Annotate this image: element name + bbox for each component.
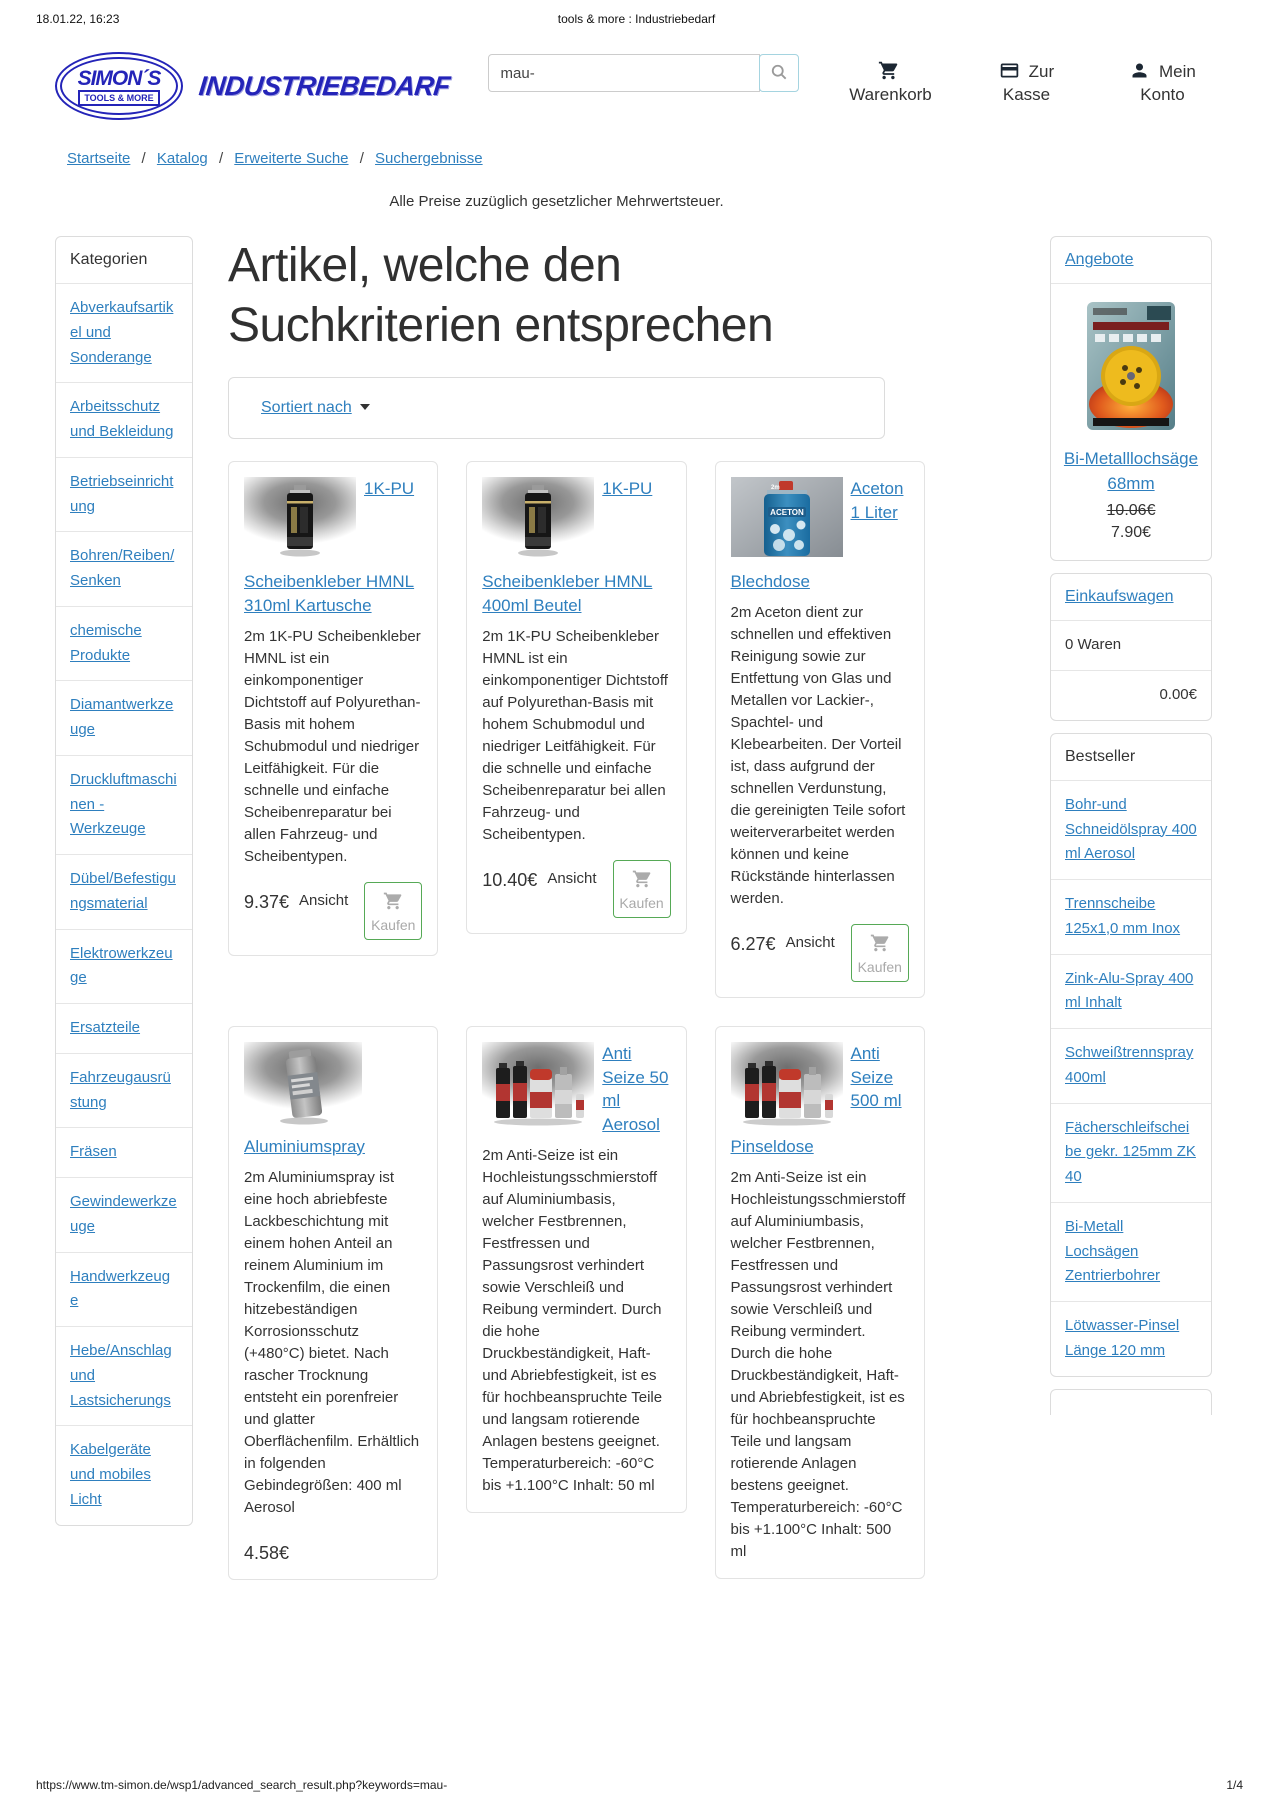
product-card-scheibenkleber-400ml — [466, 461, 686, 934]
buy-button[interactable] — [364, 882, 422, 940]
breadcrumb-suchergebnisse[interactable]: Suchergebnisse — [375, 150, 483, 167]
breadcrumb-katalog[interactable]: Katalog — [156, 150, 208, 167]
sort-panel — [228, 377, 885, 439]
nav-account-label: Mein Konto — [1140, 62, 1196, 104]
cart-panel-title-link[interactable]: Einkaufswagen — [1065, 588, 1174, 606]
content — [0, 210, 1273, 1580]
product-title-link[interactable]: Aluminiumspray — [244, 1136, 365, 1156]
product-description: 2m 1K-PU Scheibenkleber HMNL ist ein einkomponentiger Dichtstoff auf Polyurethan-Basis mit hohem Schubmodul und niedriger Leitfähigkeit. Für die schnelle und einfache Scheibenreparatur bei allen Fahrzeug- und Scheibentypen. — [244, 627, 421, 865]
logo-subtext: TOOLS & MORE — [78, 90, 159, 106]
offers-title-link[interactable]: Angebote — [1065, 251, 1134, 268]
search-button[interactable] — [759, 54, 799, 92]
bestseller-item[interactable]: Bi-Metall Lochsägen Zentrierbohrer — [1051, 1202, 1211, 1301]
product-card-aluminiumspray — [228, 1026, 438, 1580]
offers-panel — [1050, 236, 1212, 561]
product-title-link[interactable]: Pinseldose — [730, 1136, 814, 1156]
categories-sidebar — [55, 236, 193, 1526]
product-card-scheibenkleber-310ml — [228, 461, 438, 956]
product-card-anti-seize-500ml — [715, 1026, 925, 1579]
product-image-aluspray[interactable] — [244, 1042, 362, 1127]
product-image-antiseize[interactable] — [482, 1042, 594, 1127]
page-body — [0, 26, 1273, 1582]
sidebar-item-druckluftmaschinen[interactable]: Druckluftmaschinen - Werkzeuge — [56, 755, 192, 854]
buy-button[interactable] — [851, 924, 909, 982]
product-link-side[interactable]: Aceton 1 Liter — [850, 479, 904, 522]
sidebar-item-bohren[interactable]: Bohren/Reiben/Senken — [56, 531, 192, 606]
search-area — [488, 54, 799, 92]
sidebar-item-chemische-produkte[interactable]: chemische Produkte — [56, 606, 192, 681]
product-image-cartridge[interactable] — [244, 477, 356, 562]
sidebar-item-hebe-anschlag[interactable]: Hebe/Anschlag und Lastsicherungs — [56, 1326, 192, 1425]
logo-oval — [55, 52, 183, 120]
sidebar-item-gewindewerkzeuge[interactable]: Gewindewerkzeuge — [56, 1177, 192, 1252]
product-card-aceton — [715, 461, 925, 998]
sidebar-item-diamantwerkzeuge[interactable]: Diamantwerkzeuge — [56, 680, 192, 755]
bestseller-item[interactable]: Bohr-und Schneidölspray 400 ml Aerosol — [1051, 780, 1211, 879]
print-page-number: 1/4 — [1226, 1778, 1243, 1792]
print-url: https://www.tm-simon.de/wsp1/advanced_search_result.php?keywords=mau- — [36, 1778, 448, 1792]
vat-notice: Alle Preise zuzüglich gesetzlicher Mehrwertsteuer. — [389, 193, 724, 210]
sidebar-item-elektrowerkzeuge[interactable]: Elektrowerkzeuge — [56, 929, 192, 1004]
search-input[interactable] — [488, 54, 760, 92]
results-main — [228, 236, 906, 1580]
cart-icon — [632, 869, 652, 892]
sidebar-item-abverkaufsartikel[interactable]: Abverkaufsartikel und Sonderange — [56, 283, 192, 382]
right-sidebar — [1050, 236, 1212, 1415]
sidebar-item-arbeitsschutz[interactable]: Arbeitsschutz und Bekleidung — [56, 382, 192, 457]
chevron-down-icon — [360, 404, 370, 410]
sort-dropdown[interactable]: Sortiert nach — [261, 399, 352, 417]
buy-button[interactable] — [613, 860, 671, 918]
product-link-side[interactable]: 1K-PU — [602, 479, 653, 499]
product-description: 2m Anti-Seize ist ein Hochleistungsschmierstoff auf Aluminiumbasis, welcher Festbrennen, Festfressen und Passungsrost verhindert sowie Verschleiß und Reibung vermindert. Durch die hohe Druckbeständigkeit, Haft- und Abriebfestigkeit, ist es für hochbeanspruchte Teile und langsam rotierende Anlagen bestens geeignet. Temperaturbereich: -60°C bis +1.100°C Inhalt: 500 ml — [730, 1168, 906, 1560]
cart-icon — [383, 891, 403, 914]
bestseller-item[interactable]: Zink-Alu-Spray 400 ml Inhalt — [1051, 954, 1211, 1029]
product-description: 2m Aceton dient zur schnellen und effektiven Reinigung sowie zur Entfettung von Glas und Metallen vor Lackier-, Spachtel- und Klebearbeiten. Der Vorteil ist, dass aufgrund der schnellen Verdunstung, die gereinigten Teile sofort weiterverarbeitet werden können und keine Rückstände hinterlassen werden. — [730, 603, 906, 907]
sidebar-item-fahrzeugausruestung[interactable]: Fahrzeugausrüstung — [56, 1053, 192, 1128]
view-button[interactable]: Ansicht — [289, 882, 358, 919]
cart-icon — [870, 933, 890, 956]
sidebar-item-duebel[interactable]: Dübel/Befestigungsmaterial — [56, 854, 192, 929]
product-image-antiseize[interactable] — [731, 1042, 843, 1127]
product-price: 6.27€ — [730, 933, 776, 954]
site-logo[interactable] — [55, 52, 450, 120]
header-nav — [845, 60, 1209, 107]
nav-checkout-label: Zur Kasse — [1002, 62, 1055, 104]
sidebar-item-ersatzteile[interactable]: Ersatzteile — [56, 1003, 192, 1053]
product-description: 2m 1K-PU Scheibenkleber HMNL ist ein einkomponentiger Dichtstoff auf Polyurethan-Basis mit hohem Schubmodul und niedriger Leitfähigkeit. Für die schnelle und einfache Scheibenreparatur bei allen Fahrzeug- und Scheibentypen. — [482, 627, 668, 843]
site-header — [0, 26, 1273, 120]
bestseller-panel — [1050, 733, 1212, 1377]
categories-title: Kategorien — [70, 251, 148, 268]
cart-panel — [1050, 573, 1212, 721]
print-footer — [36, 1778, 1243, 1792]
cart-total: 0.00€ — [1051, 670, 1211, 720]
breadcrumb: Startseite / Katalog / Erweiterte Suche / Suchergebnisse — [67, 150, 483, 167]
product-description: 2m Anti-Seize ist ein Hochleistungsschmierstoff auf Aluminiumbasis, welcher Festbrennen, Festfressen und Passungsrost verhindert sowie Verschleiß und Reibung vermindert. Durch die hohe Druckbeständigkeit, Haft- und Abriebfestigkeit, ist es für hochbeanspruchte Teile und langsam rotierende Anlagen bestens geeignet. Temperaturbereich: -60°C bis +1.100°C Inhalt: 50 ml — [482, 1147, 663, 1495]
sidebar-item-fraesen[interactable]: Fräsen — [56, 1127, 192, 1177]
view-button[interactable]: Ansicht — [776, 924, 845, 961]
clipped-panel — [1050, 1389, 1212, 1415]
nav-account[interactable] — [1117, 60, 1209, 107]
logo-text: SIMON´S — [77, 66, 161, 90]
search-icon — [769, 62, 789, 85]
product-price: 10.40€ — [482, 869, 538, 890]
print-header — [0, 0, 1273, 26]
nav-cart-label: Warenkorb — [849, 84, 932, 104]
product-image-cartridge[interactable] — [482, 477, 594, 562]
user-icon — [1129, 62, 1154, 81]
offer-product-link[interactable]: Bi-Metalllochsäge 68mm — [1063, 449, 1199, 493]
brand-name: INDUSTRIEBEDARF — [197, 70, 452, 101]
print-datetime: 18.01.22, 16:23 — [36, 12, 120, 26]
breadcrumb-startseite[interactable]: Startseite — [67, 150, 131, 167]
nav-checkout[interactable] — [981, 60, 1073, 107]
svg-text:ACETON: ACETON — [769, 508, 804, 518]
view-button[interactable]: Ansicht — [537, 860, 606, 897]
buy-button-label: Kaufen — [619, 894, 664, 911]
print-doc-title: tools & more : Industriebedarf — [557, 12, 716, 26]
offer-old-price: 10.06€ — [1106, 502, 1156, 520]
nav-cart[interactable] — [845, 60, 937, 107]
page-title: Artikel, welche den Suchkriterien entsprechen — [228, 239, 774, 352]
bestseller-title: Bestseller — [1065, 747, 1136, 765]
product-title-link[interactable]: Scheibenkleber HMNL 310ml Kartusche — [244, 572, 415, 615]
product-link-side[interactable]: 1K-PU — [364, 479, 415, 499]
product-card-anti-seize-50ml — [466, 1026, 686, 1513]
sidebar-item-handwerkzeuge[interactable]: Handwerkzeuge — [56, 1252, 192, 1327]
buy-button-label: Kaufen — [371, 916, 416, 933]
product-link-side[interactable]: Anti Seize 50 ml Aerosol — [602, 1043, 669, 1135]
product-link-side[interactable]: Anti Seize 500 ml — [850, 1043, 902, 1111]
sidebar-item-kabelgeraete[interactable]: Kabelgeräte und mobiles Licht — [56, 1425, 192, 1524]
cart-count: 0 Waren — [1051, 620, 1211, 670]
product-image-aceton[interactable] — [731, 477, 843, 562]
credit-card-icon — [999, 62, 1024, 81]
svg-text:2m: 2m — [770, 485, 780, 492]
product-title-link[interactable]: Blechdose — [730, 572, 810, 592]
bestseller-item[interactable]: Trennscheibe 125x1,0 mm Inox — [1051, 879, 1211, 954]
product-title-link[interactable]: Scheibenkleber HMNL 400ml Beutel — [482, 572, 653, 615]
buy-button-label: Kaufen — [857, 958, 902, 975]
product-description: 2m Aluminiumspray ist eine hoch abriebfeste Lackbeschichtung mit einem hohen Anteil an reinem Aluminium im Trockenfilm, die einen hitzebeständigen Korrosionsschutz (+480°C) bietet. Nach rascher Trocknung entsteht ein porenfreier und glatter Oberflächenfilm. Erhältlich in folgenden Gebindegrößen: 400 ml Aerosol — [244, 1168, 420, 1516]
cart-icon — [878, 62, 903, 81]
bestseller-item[interactable]: Lötwasser-Pinsel Länge 120 mm — [1051, 1301, 1211, 1376]
offer-price: 7.90€ — [1110, 524, 1152, 542]
bestseller-item[interactable]: Fächerschleifscheibe gekr. 125mm ZK 40 — [1051, 1103, 1211, 1202]
bestseller-item[interactable]: Schweißtrennspray 400ml — [1051, 1028, 1211, 1103]
breadcrumb-erweiterte-suche[interactable]: Erweiterte Suche — [234, 150, 349, 167]
product-price: 4.58€ — [244, 1542, 290, 1563]
product-grid — [228, 461, 906, 1580]
sidebar-item-betriebseinrichtung[interactable]: Betriebseinrichtung — [56, 457, 192, 532]
product-price: 9.37€ — [244, 891, 290, 912]
offer-product-image[interactable] — [1085, 300, 1177, 437]
